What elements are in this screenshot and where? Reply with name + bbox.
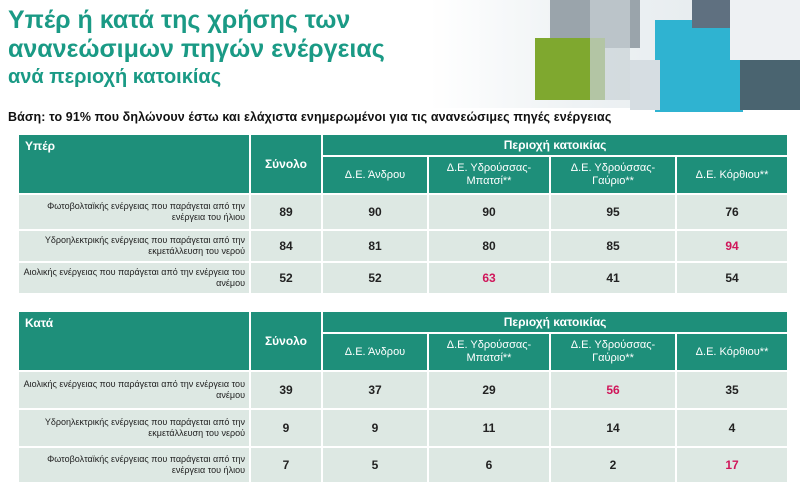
decorative-square-graphic [430, 0, 800, 110]
column-header: Δ.Ε. Υδρούσσας-Γαύριο** [551, 334, 675, 370]
total-cell: 89 [251, 195, 321, 229]
row-label: Φωτοβολταϊκής ενέργειας που παράγεται από την ενέργεια του ήλιου [19, 195, 249, 229]
value-cell: 37 [323, 372, 427, 408]
page-title [8, 6, 385, 89]
table-row [19, 448, 787, 482]
table-against-group-header: Περιοχή κατοικίας [323, 312, 787, 332]
value-cell: 11 [429, 410, 549, 446]
column-header: Δ.Ε. Άνδρου [323, 157, 427, 193]
basis-note: Βάση: το 91% που δηλώνουν έστω και ελάχιστα ενημερωμένοι για τις ανανεώσιμες πηγές ενέργειας [8, 110, 612, 124]
value-cell: 5 [323, 448, 427, 482]
value-cell: 2 [551, 448, 675, 482]
value-cell: 90 [323, 195, 427, 229]
value-cell: 63 [429, 263, 549, 293]
table-for-total-header: Σύνολο [251, 135, 321, 193]
row-label: Υδροηλεκτρικής ενέργειας που παράγεται από την εκμετάλλευση του νερού [19, 410, 249, 446]
row-label: Φωτοβολταϊκής ενέργειας που παράγεται από την ενέργεια του ήλιου [19, 448, 249, 482]
column-header: Δ.Ε. Κόρθιου** [677, 334, 787, 370]
row-label: Αιολικής ενέργειας που παράγεται από την ενέργεια του ανέμου [19, 263, 249, 293]
table-row [19, 195, 787, 229]
value-cell: 54 [677, 263, 787, 293]
column-header: Δ.Ε. Υδρούσσας-Μπατσί** [429, 157, 549, 193]
value-cell: 85 [551, 231, 675, 261]
row-label: Αιολικής ενέργειας που παράγεται από την ενέργεια του ανέμου [19, 372, 249, 408]
table-against-corner: Κατά [19, 312, 249, 370]
value-cell: 81 [323, 231, 427, 261]
title-line-3: ανά περιοχή κατοικίας [8, 66, 222, 88]
value-cell: 9 [323, 410, 427, 446]
table-against-total-header: Σύνολο [251, 312, 321, 370]
value-cell: 80 [429, 231, 549, 261]
column-header: Δ.Ε. Υδρούσσας-Μπατσί** [429, 334, 549, 370]
value-cell: 56 [551, 372, 675, 408]
table-against [17, 310, 789, 484]
value-cell: 17 [677, 448, 787, 482]
value-cell: 52 [323, 263, 427, 293]
value-cell: 94 [677, 231, 787, 261]
table-row [19, 372, 787, 408]
title-line-1: Υπέρ ή κατά της χρήσης των [8, 6, 351, 34]
total-cell: 7 [251, 448, 321, 482]
total-cell: 39 [251, 372, 321, 408]
column-header: Δ.Ε. Κόρθιου** [677, 157, 787, 193]
total-cell: 52 [251, 263, 321, 293]
value-cell: 14 [551, 410, 675, 446]
value-cell: 4 [677, 410, 787, 446]
column-header: Δ.Ε. Υδρούσσας-Γαύριο** [551, 157, 675, 193]
table-row [19, 231, 787, 261]
value-cell: 35 [677, 372, 787, 408]
value-cell: 90 [429, 195, 549, 229]
row-label: Υδροηλεκτρικής ενέργειας που παράγεται από την εκμετάλλευση του νερού [19, 231, 249, 261]
title-line-2: ανανεώσιμων πηγών ενέργειας [8, 35, 385, 63]
value-cell: 76 [677, 195, 787, 229]
total-cell: 84 [251, 231, 321, 261]
table-for [17, 133, 789, 295]
table-row [19, 410, 787, 446]
value-cell: 29 [429, 372, 549, 408]
total-cell: 9 [251, 410, 321, 446]
value-cell: 6 [429, 448, 549, 482]
table-for-group-header: Περιοχή κατοικίας [323, 135, 787, 155]
value-cell: 95 [551, 195, 675, 229]
column-header: Δ.Ε. Άνδρου [323, 334, 427, 370]
value-cell: 41 [551, 263, 675, 293]
table-for-corner: Υπέρ [19, 135, 249, 193]
table-row [19, 263, 787, 293]
